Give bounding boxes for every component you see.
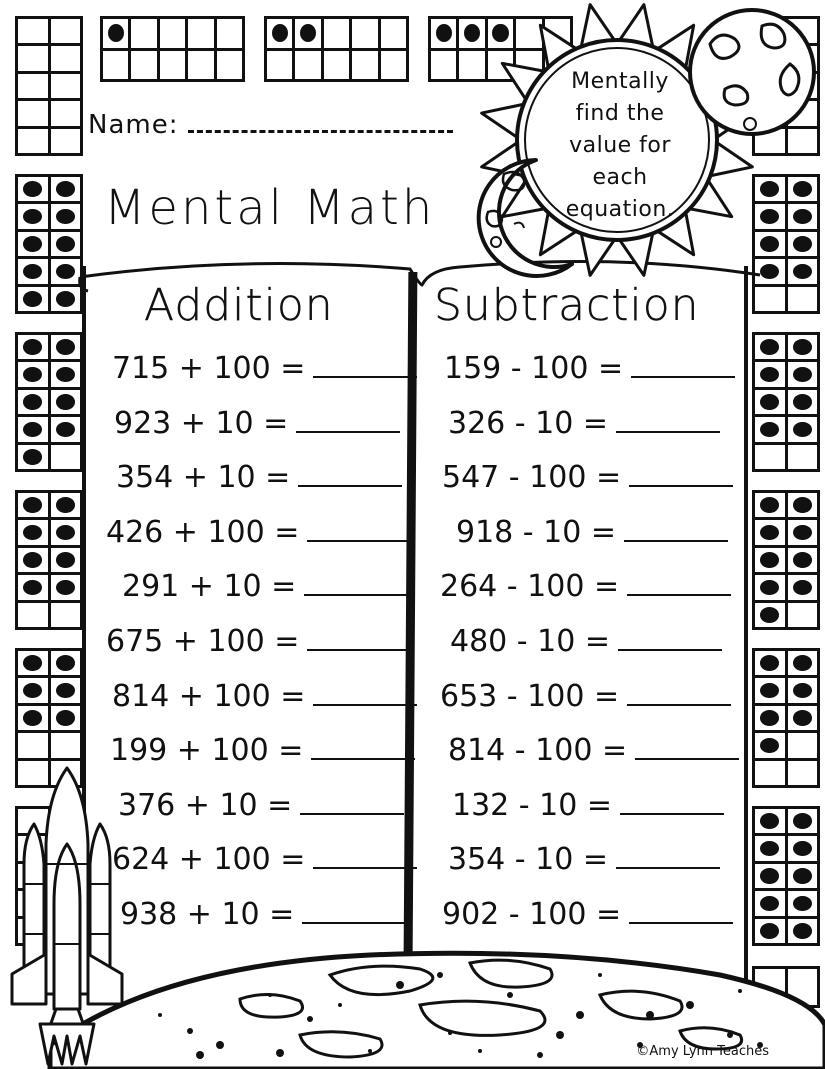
ten-frame-cell	[131, 51, 156, 80]
instructions-line: value for	[569, 133, 671, 158]
ten-frame-dot	[788, 204, 818, 228]
crater-dot	[556, 1031, 564, 1039]
addition-equation: 354 + 10 =	[116, 460, 291, 496]
ten-frame-cell	[160, 19, 185, 48]
ten-frame-cell	[160, 51, 185, 80]
subtraction-equation: 814 - 100 =	[448, 733, 628, 769]
subtraction-problem-row	[444, 350, 735, 386]
ten-frame-dot	[18, 678, 48, 702]
ten-frame-dot	[788, 177, 818, 201]
answer-blank[interactable]	[624, 514, 728, 542]
ten-frame-cell	[755, 761, 785, 785]
addition-problem-row	[106, 514, 411, 550]
answer-blank[interactable]	[311, 732, 415, 760]
ten-frame-dot	[788, 809, 818, 833]
ten-frame-dot	[51, 232, 81, 256]
ten-frame-cell	[788, 761, 818, 785]
ten-frame-dot	[755, 891, 785, 915]
answer-blank[interactable]	[627, 568, 731, 596]
answer-blank[interactable]	[298, 459, 402, 487]
ten-frame-cell	[103, 51, 128, 80]
left-ten-frame	[15, 16, 83, 156]
ten-frame-cell	[18, 101, 48, 125]
ten-frame-cell	[51, 445, 81, 469]
ten-frame-cell	[352, 19, 377, 48]
ten-frame-cell	[51, 19, 81, 43]
ten-frame-dot	[788, 335, 818, 359]
rocket-icon	[4, 764, 130, 1069]
ten-frame-cell	[18, 46, 48, 70]
answer-blank[interactable]	[302, 896, 406, 924]
crater-dot	[187, 1028, 193, 1034]
ten-frame-cell	[755, 445, 785, 469]
top-ten-frame	[100, 16, 245, 82]
subtraction-equation: 132 - 10 =	[452, 787, 613, 823]
left-ten-frame	[15, 332, 83, 472]
addition-equation: 291 + 10 =	[122, 569, 297, 605]
answer-blank[interactable]	[300, 787, 404, 815]
addition-equation: 376 + 10 =	[118, 787, 293, 823]
ten-frame-cell	[381, 51, 406, 80]
right-ten-frame	[752, 648, 820, 788]
crater-dot	[338, 1003, 342, 1007]
ten-frame-cell	[51, 74, 81, 98]
ten-frame-dot	[18, 445, 48, 469]
addition-equation: 923 + 10 =	[114, 405, 289, 441]
ten-frame-dot	[755, 651, 785, 675]
ten-frame-dot	[18, 493, 48, 517]
instructions-line: find the	[575, 101, 665, 126]
addition-equation: 199 + 100 =	[110, 733, 304, 769]
ten-frame-cell	[788, 287, 818, 311]
ten-frame-dot	[788, 232, 818, 256]
right-ten-frame	[752, 490, 820, 630]
ten-frame-dot	[788, 836, 818, 860]
answer-blank[interactable]	[313, 678, 417, 706]
ten-frame-cell	[18, 74, 48, 98]
ten-frame-dot	[788, 390, 818, 414]
subtraction-problem-row	[450, 623, 722, 659]
right-ten-frame	[752, 332, 820, 472]
subtraction-problem-row	[442, 459, 733, 495]
instructions-line: equation.	[565, 197, 675, 222]
ten-frame-cell	[788, 603, 818, 627]
ten-frame-dot	[51, 417, 81, 441]
crater-dot	[268, 993, 272, 997]
addition-problem-row	[120, 896, 406, 932]
crater-dot	[478, 1049, 482, 1053]
subtraction-equation: 547 - 100 =	[442, 460, 622, 496]
answer-blank[interactable]	[313, 350, 417, 378]
ten-frame-cell	[431, 51, 456, 80]
ten-frame-dot	[755, 575, 785, 599]
ten-frame-cell	[217, 19, 242, 48]
addition-equation: 715 + 100 =	[112, 351, 306, 386]
subtraction-equation: 264 - 100 =	[440, 569, 620, 605]
ten-frame-dot	[755, 603, 785, 627]
addition-problem-row	[118, 787, 404, 823]
answer-blank[interactable]	[629, 459, 733, 487]
ten-frame-dot	[18, 417, 48, 441]
subtraction-problem-row	[442, 896, 733, 932]
ten-frame-dot	[788, 678, 818, 702]
ten-frame-dot	[755, 362, 785, 386]
crater-dot	[537, 1052, 543, 1058]
crater-dot	[216, 1041, 224, 1049]
answer-blank[interactable]	[631, 350, 735, 378]
subtraction-equation: 902 - 100 =	[442, 897, 622, 932]
ten-frame-dot	[755, 417, 785, 441]
subtraction-problem-row	[456, 514, 728, 550]
ten-frame-dot	[755, 733, 785, 757]
ten-frame-dot	[51, 177, 81, 201]
addition-problem-row	[110, 732, 415, 768]
ten-frame-dot	[18, 548, 48, 572]
addition-problem-row	[112, 678, 417, 714]
ten-frame-dot	[755, 520, 785, 544]
answer-blank[interactable]	[616, 841, 720, 869]
addition-problem-row	[122, 568, 408, 604]
ten-frame-dot	[788, 864, 818, 888]
ten-frame-dot	[788, 259, 818, 283]
answer-blank[interactable]	[629, 896, 733, 924]
ten-frame-dot	[51, 678, 81, 702]
right-ten-frame	[752, 806, 820, 946]
ten-frame-dot	[51, 651, 81, 675]
ten-frame-dot	[788, 891, 818, 915]
crater-dot	[646, 1011, 654, 1019]
ten-frame-dot	[18, 232, 48, 256]
addition-equation: 814 + 100 =	[112, 678, 306, 714]
ten-frame-dot	[51, 493, 81, 517]
instructions-line: Mentally	[571, 69, 669, 94]
crater-dot	[437, 972, 443, 978]
ten-frame-dot	[755, 864, 785, 888]
ten-frame-dot	[788, 520, 818, 544]
subtraction-equation: 326 - 10 =	[448, 405, 609, 441]
subtraction-problem-row	[440, 678, 731, 714]
ten-frame-cell	[295, 51, 320, 80]
ten-frame-cell	[788, 445, 818, 469]
crater-dot	[276, 1049, 284, 1057]
ten-frame-dot	[755, 678, 785, 702]
crater-dot	[196, 1051, 204, 1059]
ten-frame-dot	[18, 335, 48, 359]
ten-frame-dot	[755, 809, 785, 833]
ten-frame-dot	[788, 706, 818, 730]
page-title: Mental Math	[104, 180, 436, 236]
ten-frame-cell	[267, 51, 292, 80]
ten-frame-cell	[18, 733, 48, 757]
crater-dot	[727, 1032, 733, 1038]
addition-equation: 426 + 100 =	[106, 514, 300, 550]
ten-frame-dot	[755, 390, 785, 414]
addition-problem-row	[106, 623, 411, 659]
subtraction-problem-row	[448, 841, 720, 877]
answer-blank[interactable]	[296, 405, 400, 433]
subtraction-problem-row	[448, 732, 739, 768]
subtraction-problem-row	[448, 405, 720, 441]
name-label: Name:	[88, 110, 179, 140]
name-field[interactable]	[88, 110, 453, 140]
ten-frame-dot	[18, 177, 48, 201]
subtraction-equation: 918 - 10 =	[456, 514, 617, 550]
ten-frame-dot	[755, 548, 785, 572]
ten-frame-dot	[18, 706, 48, 730]
subtraction-problem-row	[452, 787, 724, 823]
ten-frame-dot	[788, 362, 818, 386]
crater-dot	[448, 1031, 452, 1035]
addition-equation: 938 + 10 =	[120, 897, 295, 932]
answer-blank[interactable]	[620, 787, 724, 815]
crater-dot	[368, 1049, 372, 1053]
ten-frame-dot	[51, 335, 81, 359]
instructions-line: each	[592, 165, 648, 190]
answer-blank[interactable]	[616, 405, 720, 433]
subtraction-equation: 159 - 100 =	[444, 351, 624, 386]
ten-frame-cell	[188, 51, 213, 80]
ten-frame-cell	[51, 603, 81, 627]
copyright-text: ©Amy Lynn Teaches	[636, 1044, 769, 1059]
ten-frame-dot	[51, 706, 81, 730]
ten-frame-dot	[755, 335, 785, 359]
crater-dot	[738, 989, 742, 993]
ten-frame-dot	[18, 651, 48, 675]
answer-blank[interactable]	[307, 623, 411, 651]
crater-dot	[576, 1011, 584, 1019]
ten-frame-cell	[217, 51, 242, 80]
ten-frame-cell	[51, 46, 81, 70]
ten-frame-dot	[267, 19, 292, 48]
ten-frame-dot	[788, 651, 818, 675]
ten-frame-dot	[51, 204, 81, 228]
subtraction-equation: 480 - 10 =	[450, 624, 611, 659]
ten-frame-cell	[18, 603, 48, 627]
subtraction-equation: 653 - 100 =	[440, 678, 620, 714]
ten-frame-dot	[431, 19, 456, 48]
planet-icon	[680, 4, 820, 139]
ten-frame-cell	[51, 101, 81, 125]
ten-frame-cell	[788, 733, 818, 757]
ten-frame-dot	[51, 520, 81, 544]
answer-blank[interactable]	[313, 841, 417, 869]
addition-equation: 624 + 100 =	[112, 842, 306, 878]
ten-frame-cell	[18, 19, 48, 43]
ten-frame-dot	[18, 204, 48, 228]
ten-frame-dot	[18, 287, 48, 311]
addition-problem-row	[116, 459, 402, 495]
subtraction-heading: Subtraction	[434, 280, 700, 331]
crater-dot	[307, 1016, 313, 1022]
name-line[interactable]	[188, 110, 453, 133]
ten-frame-dot	[788, 575, 818, 599]
crater-dot	[396, 981, 404, 989]
ten-frame-cell	[131, 19, 156, 48]
ten-frame-dot	[788, 548, 818, 572]
crater-dot	[158, 1013, 162, 1017]
ten-frame-dot	[103, 19, 128, 48]
ten-frame-dot	[755, 706, 785, 730]
ten-frame-cell	[381, 19, 406, 48]
ten-frame-dot	[755, 493, 785, 517]
crater-dot	[686, 1001, 694, 1009]
ten-frame-dot	[51, 362, 81, 386]
ten-frame-dot	[51, 390, 81, 414]
ten-frame-dot	[295, 19, 320, 48]
addition-problem-row	[112, 350, 417, 386]
ten-frame-dot	[788, 417, 818, 441]
ten-frame-dot	[51, 548, 81, 572]
subtraction-problem-row	[440, 568, 731, 604]
ten-frame-cell	[324, 51, 349, 80]
ten-frame-dot	[18, 520, 48, 544]
ten-frame-cell	[51, 129, 81, 153]
ten-frame-dot	[18, 390, 48, 414]
ten-frame-cell	[51, 733, 81, 757]
ten-frame-dot	[788, 493, 818, 517]
answer-blank[interactable]	[635, 732, 739, 760]
ten-frame-dot	[18, 575, 48, 599]
crater-dot	[507, 992, 513, 998]
answer-blank[interactable]	[618, 623, 722, 651]
ten-frame-dot	[18, 362, 48, 386]
ten-frame-cell	[324, 19, 349, 48]
ten-frame-dot	[755, 836, 785, 860]
subtraction-equation: 354 - 10 =	[448, 842, 609, 878]
crater-dot	[598, 973, 602, 977]
answer-blank[interactable]	[627, 678, 731, 706]
left-ten-frame	[15, 490, 83, 630]
top-ten-frame	[264, 16, 409, 82]
ten-frame-dot	[51, 575, 81, 599]
answer-blank[interactable]	[307, 514, 411, 542]
addition-problem-row	[112, 841, 417, 877]
ten-frame-cell	[188, 19, 213, 48]
addition-problem-row	[114, 405, 400, 441]
ten-frame-cell	[18, 129, 48, 153]
moon-icon	[474, 154, 584, 279]
addition-equation: 675 + 100 =	[106, 624, 300, 659]
answer-blank[interactable]	[304, 568, 408, 596]
ten-frame-cell	[352, 51, 377, 80]
addition-heading: Addition	[144, 280, 334, 331]
ten-frame-dot	[18, 259, 48, 283]
